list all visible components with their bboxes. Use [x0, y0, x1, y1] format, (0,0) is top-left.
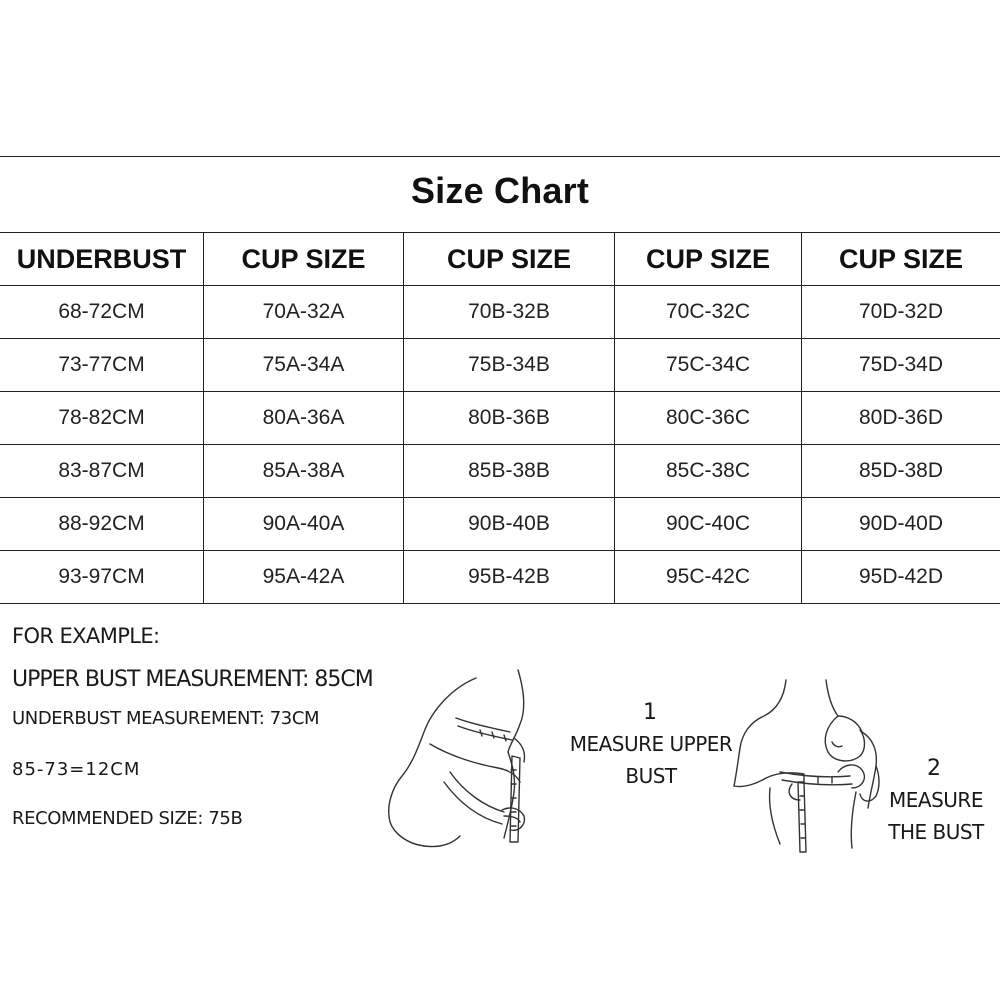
table-row: [0, 339, 1000, 392]
top-divider: [0, 156, 1000, 157]
recommended-size: RECOMMENDED SIZE: 75B: [12, 808, 243, 829]
cell: 95B-42B: [404, 551, 615, 604]
cell: 95C-42C: [615, 551, 802, 604]
step2-label-line2: THE BUST: [888, 820, 984, 844]
cell: 70B-32B: [404, 286, 615, 339]
cell: 80D-36D: [802, 392, 1000, 445]
cell: 80A-36A: [204, 392, 404, 445]
cell: 75D-34D: [802, 339, 1000, 392]
example-heading: FOR EXAMPLE:: [12, 624, 160, 648]
table-header-row: [0, 233, 1000, 286]
cell: 95D-42D: [802, 551, 1000, 604]
size-table: [0, 232, 1000, 604]
table-row: [0, 551, 1000, 604]
cell: 88-92CM: [0, 498, 204, 551]
cell: 90C-40C: [615, 498, 802, 551]
step1-label-line1: MEASURE UPPER: [569, 732, 733, 756]
chart-title: Size Chart: [410, 170, 590, 211]
cell: 93-97CM: [0, 551, 204, 604]
cell: 78-82CM: [0, 392, 204, 445]
cell: 75C-34C: [615, 339, 802, 392]
cell: 75A-34A: [204, 339, 404, 392]
table-row: [0, 286, 1000, 339]
cell: 90D-40D: [802, 498, 1000, 551]
upper-bust-measurement: UPPER BUST MEASUREMENT: 85CM: [12, 667, 373, 692]
step1-number: 1: [643, 700, 657, 725]
cell: 68-72CM: [0, 286, 204, 339]
header-cup-a: CUP SIZE: [204, 233, 404, 286]
table-row: [0, 445, 1000, 498]
cell: 90B-40B: [404, 498, 615, 551]
cell: 95A-42A: [204, 551, 404, 604]
header-cup-b: CUP SIZE: [404, 233, 615, 286]
table-row: [0, 392, 1000, 445]
size-calculation: 85-73=12CM: [12, 759, 141, 780]
step1-label: [548, 728, 754, 792]
cell: 85B-38B: [404, 445, 615, 498]
cell: 85D-38D: [802, 445, 1000, 498]
header-cup-c: CUP SIZE: [615, 233, 802, 286]
table-row: [0, 498, 1000, 551]
cell: 80B-36B: [404, 392, 615, 445]
cell: 70A-32A: [204, 286, 404, 339]
step1-label-line2: BUST: [625, 764, 677, 788]
header-underbust: UNDERBUST: [0, 233, 204, 286]
cell: 83-87CM: [0, 445, 204, 498]
cell: 70C-32C: [615, 286, 802, 339]
step2-label-line1: MEASURE: [889, 788, 983, 812]
cell: 85C-38C: [615, 445, 802, 498]
step2-label: [872, 784, 1000, 848]
underbust-measurement: UNDERBUST MEASUREMENT: 73CM: [12, 708, 320, 729]
measure-upper-bust-illustration: [380, 660, 560, 850]
cell: 80C-36C: [615, 392, 802, 445]
cell: 85A-38A: [204, 445, 404, 498]
cell: 70D-32D: [802, 286, 1000, 339]
header-cup-d: CUP SIZE: [802, 233, 1000, 286]
cell: 90A-40A: [204, 498, 404, 551]
step2-number: 2: [927, 756, 941, 781]
cell: 75B-34B: [404, 339, 615, 392]
cell: 73-77CM: [0, 339, 204, 392]
